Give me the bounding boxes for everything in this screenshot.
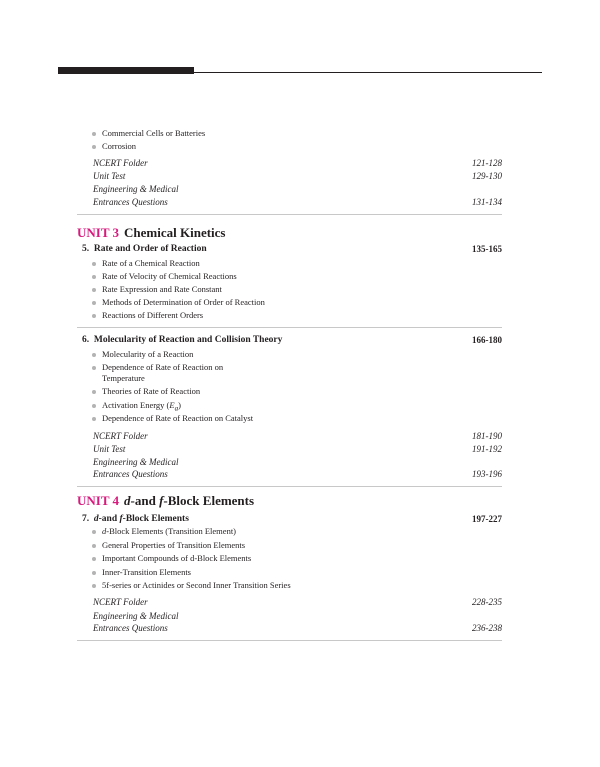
ncert-folder-pages: 121-128 [472, 158, 502, 168]
eng-med-label-line2: Entrances Questions [93, 197, 168, 207]
bullet-icon [92, 404, 96, 408]
chapter-7-title: 7. d-and f-Block Elements [82, 514, 189, 524]
bullet-icon [92, 390, 96, 394]
ncert-folder-label: NCERT Folder [93, 597, 148, 607]
bullet-icon [92, 584, 96, 588]
eng-med-pages: 193-196 [472, 469, 502, 479]
unit-test-pages: 129-130 [472, 171, 502, 181]
header-rule-thin [194, 72, 542, 73]
section-divider [77, 214, 502, 215]
chapter-7-pages: 197-227 [472, 514, 502, 524]
eng-med-pages: 131-134 [472, 197, 502, 207]
ncert-folder-label: NCERT Folder [93, 158, 148, 168]
section-divider [77, 327, 502, 328]
unit-4-heading [77, 493, 254, 509]
unit-3-heading [77, 225, 226, 241]
bullet-icon [92, 530, 96, 534]
ncert-folder-pages: 181-190 [472, 431, 502, 441]
bullet-icon [92, 417, 96, 421]
bullet-icon [92, 571, 96, 575]
eng-med-label-line1: Engineering & Medical [93, 457, 179, 467]
chapter-5-title: 5. Rate and Order of Reaction [82, 244, 207, 254]
eng-med-label-line1: Engineering & Medical [93, 611, 179, 621]
chapter-5-pages: 135-165 [472, 244, 502, 254]
unit-title: d-and f-Block Elements [124, 493, 255, 508]
unit-label: UNIT 4 [77, 493, 120, 508]
bullet-icon [92, 288, 96, 292]
eng-med-pages: 236-238 [472, 623, 502, 633]
eng-med-label-line1: Engineering & Medical [93, 184, 179, 194]
unit-label: UNIT 3 [77, 225, 120, 240]
bullet-icon [92, 145, 96, 149]
bullet-icon [92, 132, 96, 136]
ncert-folder-pages: 228-235 [472, 597, 502, 607]
bullet-icon [92, 314, 96, 318]
bullet-icon [92, 353, 96, 357]
bullet-icon [92, 301, 96, 305]
unit-test-label: Unit Test [93, 171, 126, 181]
header-rule-thick [58, 67, 194, 74]
eng-med-label-line2: Entrances Questions [93, 469, 168, 479]
bullet-icon [92, 557, 96, 561]
bullet-icon [92, 275, 96, 279]
chapter-6-title: 6. Molecularity of Reaction and Collision Theory [82, 335, 283, 345]
eng-med-label-line2: Entrances Questions [93, 623, 168, 633]
bullet-icon [92, 366, 96, 370]
unit-test-label: Unit Test [93, 444, 126, 454]
bullet-icon [92, 544, 96, 548]
ncert-folder-label: NCERT Folder [93, 431, 148, 441]
bullet-icon [92, 262, 96, 266]
chapter-6-pages: 166-180 [472, 335, 502, 345]
unit-title: Chemical Kinetics [124, 225, 226, 240]
section-divider [77, 486, 502, 487]
section-divider [77, 640, 502, 641]
unit-test-pages: 191-192 [472, 444, 502, 454]
